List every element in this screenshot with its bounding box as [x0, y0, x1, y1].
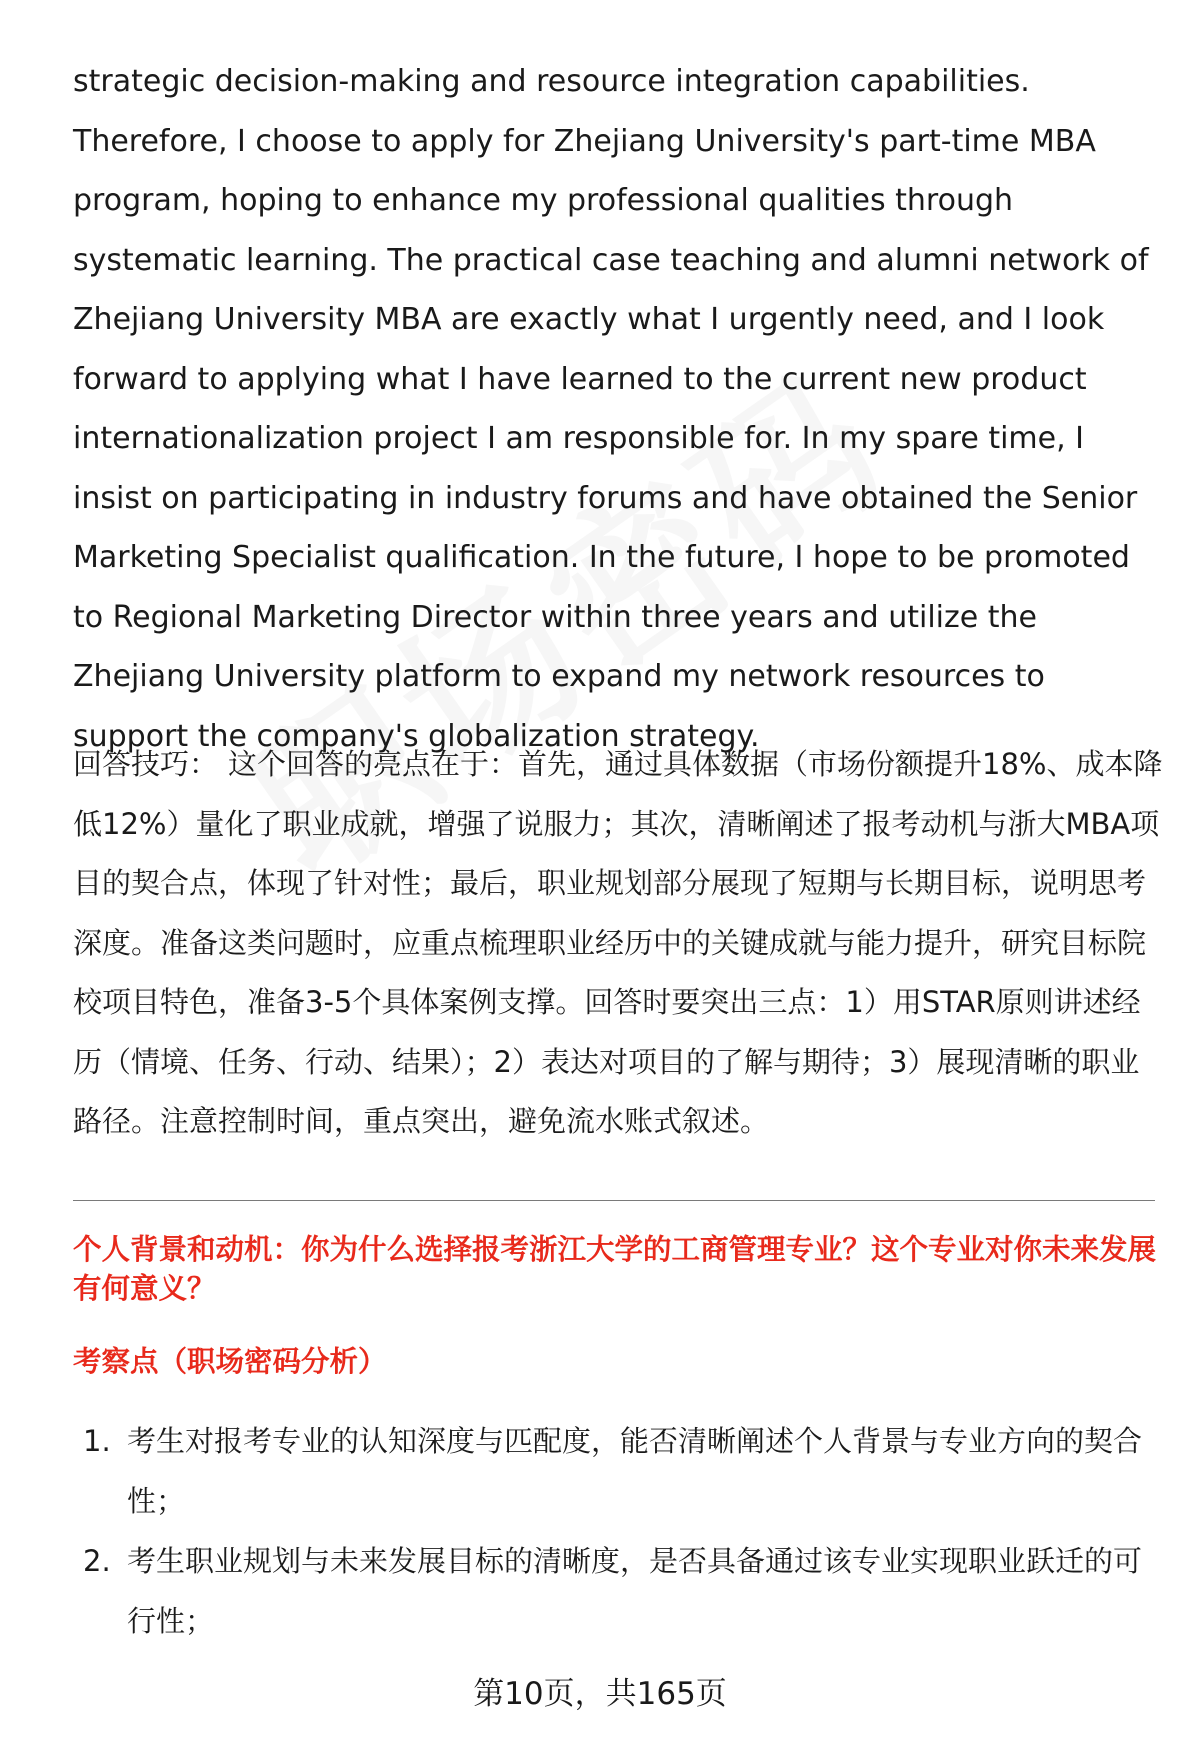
list-item-number: 2. [83, 1544, 111, 1578]
page-number-footer: 第10页，共165页 [473, 1676, 727, 1712]
answer-tips-paragraph [73, 735, 1163, 1152]
section-divider [73, 1200, 1155, 1201]
list-item [73, 1532, 1163, 1651]
answer-tips-label: 回答技巧： [73, 747, 219, 781]
interview-question-heading: 个人背景和动机：你为什么选择报考浙江大学的工商管理专业？这个专业对你未来发展有何意义？ [73, 1233, 1157, 1305]
english-answer-paragraph: strategic decision-making and resource integration capabilities. Therefore, I choose to apply for Zhejiang University's part-time MBA program, hoping to enhance my professional qualities through systematic learning. The practical case teaching and alumni network of Zhejiang University MBA are exactly what I urgently need, and I look forward to applying what I have learned to the current new product internationalization project I am responsible for. In my spare time, I insist on participating in industry forums and have obtained the Senior Marketing Specialist qualification. In the future, I hope to be promoted to Regional Marketing Director within three years and utilize the Zhejiang University platform to expand my network resources to support the company's globalization strategy. [73, 64, 1149, 754]
list-item [73, 1412, 1163, 1531]
list-item-text: 考生对报考专业的认知深度与匹配度，能否清晰阐述个人背景与专业方向的契合性； [127, 1424, 1143, 1518]
list-item-text: 考生职业规划与未来发展目标的清晰度，是否具备通过该专业实现职业跃迁的可行性； [127, 1544, 1143, 1638]
assessment-points-list [73, 1412, 1163, 1652]
answer-tips-text: 这个回答的亮点在于：首先，通过具体数据（市场份额提升18%、成本降低12%）量化了职业成就，增强了说服力；其次，清晰阐述了报考动机与浙大MBA项目的契合点，体现了针对性；最后，职业规划部分展现了短期与长期目标，说明思考深度。准备这类问题时，应重点梳理职业经历中的关键成就与能力提升，研究目标院校项目特色，准备3-5个具体案例支撑。回答时要突出三点：1）用STAR原则讲述经历（情境、任务、行动、结果）；2）表达对项目的了解与期待；3）展现清晰的职业路径。注意控制时间，重点突出，避免流水账式叙述。 [73, 747, 1163, 1138]
assessment-points-title: 考察点（职场密码分析） [73, 1345, 387, 1378]
list-item-number: 1. [83, 1424, 111, 1458]
